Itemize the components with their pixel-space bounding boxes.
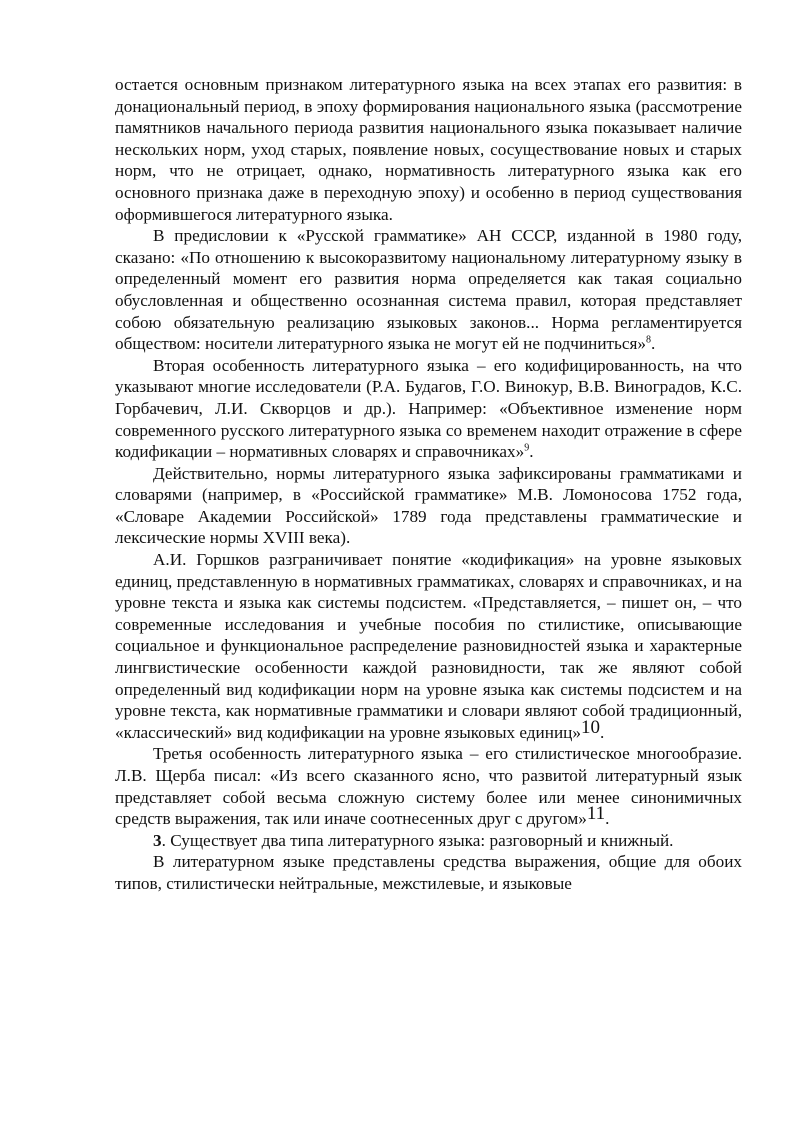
paragraph-text: остается основным признаком литературного языка на всех этапах его развития: в донациональный период, в эпоху формирования национального языка (рассмотрение памятников начального периода развития национального языка показывает наличие нескольких норм, уход старых, появление новых, сосуществование новых и старых норм, что не отрицает, однако, нормативность литературного языка как его основного признака даже в переходную эпоху) и особенно в период существования оформившегося литературного языка. xyxy=(115,75,742,224)
paragraph-1 xyxy=(115,74,742,225)
footnote-marker[interactable]: 10 xyxy=(580,716,600,738)
paragraph-tail: . xyxy=(529,442,534,462)
paragraph-5 xyxy=(115,549,742,743)
paragraph-text: . Существует два типа литературного языка: разговорный и книжный. xyxy=(161,830,674,850)
paragraph-text: Вторая особенность литературного языка – его кодифицированность, на что указывают многие исследователи (Р.А. Будагов, Г.О. Винокур, В.В. Виноградов, К.С. Горбачевич, Л.И. Скворцов и др.). Например: «Объективное изменение норм современного русского литературного языка со временем находит отражение в сфере кодификации – нормативных словарях и справочниках» xyxy=(115,355,742,462)
document-page xyxy=(115,74,742,895)
footnote-marker[interactable]: 9 xyxy=(524,442,530,454)
paragraph-text: В литературном языке представлены средства выражения, общие для обоих типов, стилистически нейтральные, межстилевые, и языковые xyxy=(115,852,742,893)
paragraph-7 xyxy=(115,830,742,852)
paragraph-text: В предисловии к «Русской грамматике» АН СССР, изданной в 1980 году, сказано: «По отношению к высокоразвитому национальному литературному языку в определенный момент его развития норма определяется как такая социально обусловленная и общественно осознанная система правил, которая представляет собою обязательную реализацию языковых законов... Норма регламентируется обществом: носители литературного языка не могут ей не подчиниться» xyxy=(115,226,742,354)
paragraph-tail: . xyxy=(599,722,605,742)
paragraph-text: А.И. Горшков разграничивает понятие «кодификация» на уровне языковых единиц, представленную в нормативных грамматиках, словарях и справочниках, и на уровне текста и языка как системы подсистем. «Представляется, – пишет он, – что современные исследования и учебные пособия по стилистике, описывающие социальное и функциональное распределение разновидностей языка и характерные лингвистические особенности каждой разновидности, так же являют собой определенный вид кодификации норм на уровне языка как системы подсистем и на уровне текста, как нормативные грамматики и словари являют собой традиционный, «классический» вид кодификации на уровне языковых единиц» xyxy=(115,550,742,742)
paragraph-8 xyxy=(115,851,742,894)
paragraph-text: Третья особенность литературного языка – его стилистическое многообразие. Л.В. Щерба писал: «Из всего сказанного ясно, что развитой литературный язык представляет собой весьма сложную систему более или менее синонимичных средств выражения, так или иначе соотнесенных друг с другом» xyxy=(115,744,742,829)
paragraph-3 xyxy=(115,355,742,463)
paragraph-tail: . xyxy=(651,334,656,354)
section-number: 3 xyxy=(153,830,162,850)
paragraph-4 xyxy=(115,463,742,549)
paragraph-2 xyxy=(115,225,742,355)
paragraph-tail: . xyxy=(605,809,610,829)
footnote-marker[interactable]: 8 xyxy=(646,334,652,346)
paragraph-text: Действительно, нормы литературного языка зафиксированы грамматиками и словарями (например, в «Российской грамматике» М.В. Ломоносова 1752 года, «Словаре Академии Российской» 1789 года представлены грамматические и лексические нормы XVIII века). xyxy=(115,463,742,548)
paragraph-6 xyxy=(115,743,742,829)
footnote-marker[interactable]: 11 xyxy=(586,803,606,825)
